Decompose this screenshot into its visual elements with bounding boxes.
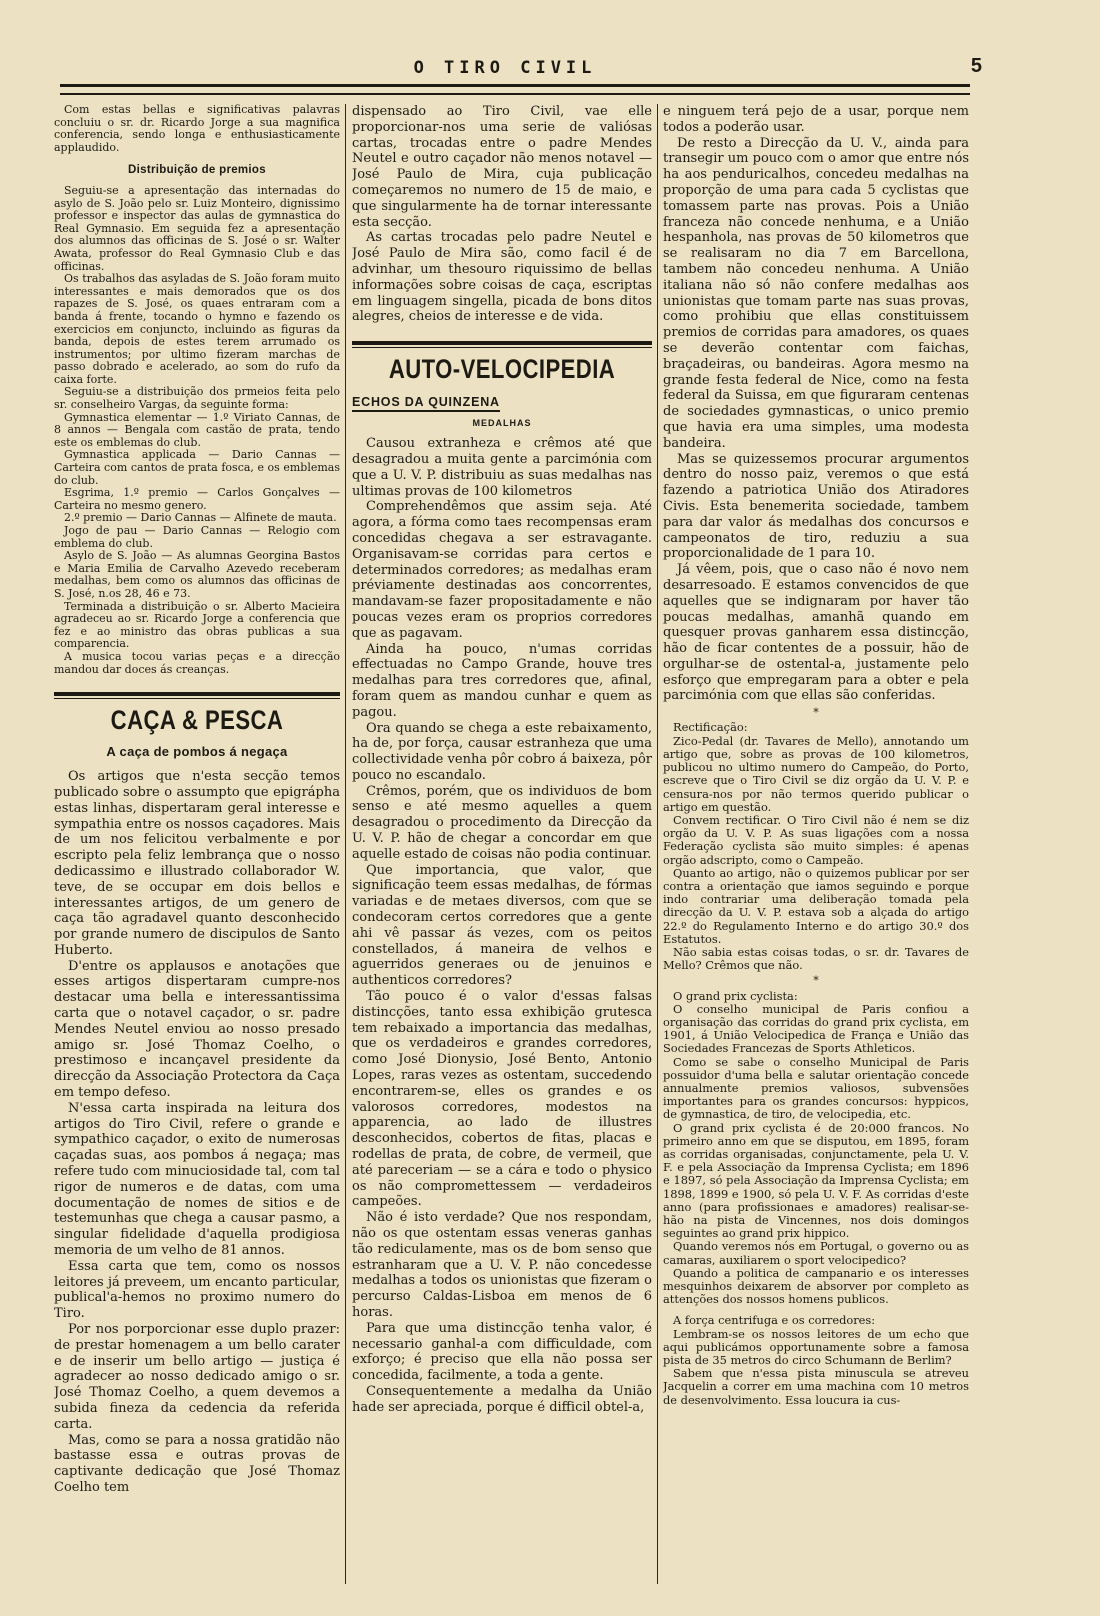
paragraph: O conselho municipal de Paris confiou a organisação das corridas do grand prix cyclista, em 1901, á União Velocipedica de França e União das Sociedades Francezas de Sports Athleticos. xyxy=(663,1001,969,1056)
header-rule xyxy=(60,84,970,95)
paragraph: Rectificação: xyxy=(673,720,748,735)
paragraph: Quanto ao artigo, não o quizemos publicar por ser contra a orientação que iamos seguindo e porque indo contrariar uma deliberação tomada pela direcção da U. V. P. estava sob a alçada do artigo 22.º do Regulamento Interno e do artigo 30.º dos Estatutos. xyxy=(663,865,969,946)
article-label: MEDALHAS xyxy=(472,418,532,429)
page-header xyxy=(40,52,982,78)
paragraph: Essa carta que tem, como os nossos leitores já preveem, um encanto particular, publical'a-hemos no proximo numero do Tiro. xyxy=(54,1258,340,1322)
section-rule xyxy=(352,341,652,348)
paragraph: Os trabalhos das asyladas de S. João foram muito interessantes e mais demorados que os dos rapazes de S. José, os quaes entraram com a banda á frente, tocando o hymno e fazendo os exercicios em conjuncto, incluindo as figuras da banda, depois de estes terem arrumado os instrumentos; por ultimo fizeram marchas de passo dobrado e acelerado, ao som do rufo da caixa forte. xyxy=(54,272,340,386)
paragraph: Seguiu-se a apresentação das internadas do asylo de S. João pelo sr. Luiz Monteiro, dignissimo professor e inspector das aulas de gymnastica do Real Gymnasio. Em seguida fez a apresentação dos alumnos das officinas de S. José o sr. Walter Awata, professor do Real Gymnasio Club e das officinas. xyxy=(54,183,340,273)
paragraph: D'entre os applausos e anotações que esses artigos dispertaram cumpre-nos destacar uma bella e interessantissima carta que o notavel caçador, o sr. padre Mendes Neutel enviou ao nosso presado amigo sr. José Thomaz Coelho, o prestimoso e incançavel presidente da direcção da Associação Protectora da Caça em tempo defeso. xyxy=(54,958,340,1101)
paragraph: Para que uma distincção tenha valor, é necessario ganhal-a com difficuldade, com exforço; é preciso que ella não possa ser concedida, facilmente, a toda a gente. xyxy=(352,1320,652,1384)
paragraph: Causou extranheza e crêmos até que desagradou a muita gente a parcimónia com que a U. V. P. distribuiu as suas medalhas nas ultimas provas de 100 kilometros xyxy=(352,436,652,499)
column-divider xyxy=(345,104,346,1584)
paragraph: Consequentemente a medalha da União hade ser apreciada, porque é difficil obtel-a, xyxy=(352,1383,652,1415)
paragraph: Esgrima, 1.º premio — Carlos Gonçalves — Carteira no mesmo genero. xyxy=(54,486,340,512)
paragraph: Quando veremos nós em Portugal, o governo ou as camaras, auxiliarem o sport velocipedico? xyxy=(663,1239,969,1267)
paragraph: Jogo de pau — Dario Cannas — Relogio com emblema do club. xyxy=(54,524,340,550)
paragraph: Os artigos que n'esta secção temos publicado sobre o assumpto que epigrápha estas linhas, dispertaram geral interesse e sympathia entre os nossos caçadores. Mais de um nos felicitou verbalmente e por escripto pela feliz lembrança que o nosso dedicassimo e illustrado collaborador W. teve, de se occupar em dois bellos e interessantes artigos, de um genero de caça tão agradavel quanto desconhecido por grande numero de discipulos de Santo Huberto. xyxy=(54,769,340,958)
paragraph: Ainda ha pouco, n'umas corridas effectuadas no Campo Grande, houve tres medalhas para tres corredores que, afinal, foram quem as mandou cunhar e quem as pagou. xyxy=(352,641,652,720)
paragraph: Terminada a distribuição o sr. Alberto Macieira agradeceu ao sr. Ricardo Jorge a conferencia que fez e ao ministro das obras publicas a sua comparencia. xyxy=(54,599,340,651)
column-1 xyxy=(54,104,340,1496)
paragraph: Por nos porporcionar esse duplo prazer: de prestar homenagem a um bello carater e de inserir um bello artigo — justiça é agradecer ao nosso dedicado amigo o sr. José Thomaz Coelho, a quem devemos a subida fineza da cedencia da referida carta. xyxy=(54,1322,340,1432)
paragraph: O grand prix cyclista é de 20:000 francos. No primeiro anno em que se disputou, em 1895, foram as corridas organisadas, conjunctamente, pela U. V. F. e pela Associação da Imprensa Cyclista; em 1896 e 1897, só pela Associação da Imprensa Cyclista; em 1898, 1899 e 1900, só pela U. V. F. As corridas d'este anno (para profissionaes e amadores) realisar-se-hão na pista de Vincennes, nos dois domingos seguintes ao grand prix hippico. xyxy=(663,1120,969,1241)
paragraph: Seguiu-se a distribuição dos prmeios feita pelo sr. conselheiro Vargas, da seguinte forma: xyxy=(54,385,340,412)
paragraph: Gymnastica elementar — 1.º Viriato Cannas, de 8 annos — Bengala com castão de prata, tendo este os emblemas do club. xyxy=(54,410,340,449)
paragraph: Com estas bellas e significativas palavras concluiu o sr. dr. Ricardo Jorge a sua magnifica conferencia, sendo longa e enthusiasticamente applaudido. xyxy=(54,104,340,154)
paragraph: As cartas trocadas pelo padre Neutel e José Paulo de Mira são, como facil é de advinhar, um thesouro riquissimo de bellas informações sobre coisas de caça, escriptas em linguagem singella, picada de bons ditos alegres, cheios de interesse e de vida. xyxy=(352,230,652,325)
paragraph: Gymnastica applicada — Dario Cannas — Carteira com cantos de prata fosca, e os emblemas do club. xyxy=(54,448,340,487)
paragraph: A musica tocou varias peças e a direcção mandou dar doces ás creanças. xyxy=(54,649,340,676)
paragraph: Lembram-se os nossos leitores de um echo que aqui publicámos opportunamente sobre a famosa pista de 35 metros do circo Schumann de Berlim? xyxy=(663,1326,969,1368)
paragraph: Quando a politica de campanario e os interesses mesquinhos deixarem de absorver por completo as attenções dos nossos homens publicos. xyxy=(663,1265,969,1307)
paragraph: Convem rectificar. O Tiro Civil não é nem se diz orgão da U. V. P. As suas ligações com a nossa Federação cyclista são muito simples: é apenas orgão adscripto, como o Campeão. xyxy=(663,812,969,867)
paragraph: Como se sabe o conselho Municipal de Paris possuidor d'uma bella e salutar orientação concede annualmente premios valiosos, subvensões importantes para os grandes concursos: hyppicos, de gymnastica, de tiro, de velocipedia, etc. xyxy=(663,1054,969,1122)
paragraph: De resto a Direcção da U. V., ainda para transegir um pouco com o amor que entre nós ha aos penduricalhos, concedeu medalhas na proporção de uma para cada 5 cyclistas que tomassem parte nas provas. Pois a União franceza não concede nenhuma, e a União hespanhola, nas provas de 50 kilometros que se realisaram no dia 7 em Barcellona, tambem não concedeu nenhuma. A União italiana não só não confere medalhas aos unionistas que tomam parte nas suas provas, como prohibiu que ellas constituissem premios de corridas para amadores, os quaes se deverão contentar com faichas, braçadeiras, ou bandeiras. Agora mesmo na grande festa federal de Nice, como na festa federal da Suissa, em que figuraram centenas de sociedades gymnasticas, o unico premio que havia era uma simples, uma modesta bandeira. xyxy=(663,135,969,451)
column-3 xyxy=(663,104,969,1407)
paragraph: Não sabia estas coisas todas, o sr. dr. Tavares de Mello? Crêmos que não. xyxy=(663,944,969,973)
paragraph: Zico-Pedal (dr. Tavares de Mello), annotando um artigo que, sobre as provas de 100 kilometros, publicou no ultimo numero do Campeão, do Porto, escreve que o Tiro Civil se diz orgão da U. V. P. e censura-nos por não termos querido publicar o artigo em questão. xyxy=(663,733,969,814)
paragraph: Comprehendêmos que assim seja. Até agora, a fórma como taes recompensas eram concedidas chegava a ser estravagante. Organisavam-se corridas para certos e determinados corredores; as medalhas eram préviamente destinadas aos concorrentes, mandavam-se fazer propositadamente e não poucas vezes eram os proprios corredores que as pagavam. xyxy=(352,499,652,641)
separator-star: * xyxy=(813,974,819,988)
subheading: A caça de pombos á negaça xyxy=(106,744,288,760)
section-title: CAÇA & PESCA xyxy=(110,705,284,736)
paragraph: Tão pouco é o valor d'essas falsas distincções, tanto essa exhibição grutesca tem rebaixado a importancia das medalhas, que os verdadeiros e grandes corredores, como José Dionysio, José Bento, Antonio Lopes, raras vezes as ostentam, succedendo encontrarem-se, elles os grandes e os valorosos corredores, modestos na apparencia, ao lado de illustres desconhecidos, cobertos de fitas, placas e rodellas de prata, de cobre, de vermeil, que até pareceriam — se a cára e todo o physico os não compromettessem — verdadeiros campeões. xyxy=(352,989,652,1210)
paragraph: N'essa carta inspirada na leitura dos artigos do Tiro Civil, refere o grande e sympathico caçador, o exito de numerosas caçadas suas, aos pombos á negaça; mas refere tudo com minuciosidade tal, com tal rigor de numeros e de datas, com uma documentação de nomes de sitios e de testemunhas que chega a causar pasmo, a singular fidelidade d'aquella prodigiosa memoria de um velho de 81 annos. xyxy=(54,1100,340,1259)
paragraph: Já vêem, pois, que o caso não é novo nem desarresoado. E estamos convencidos de que aquelles que se indignaram por haver tão poucas medalhas, amanhã quando em quesquer provas ganharem essa distincção, hão de ficar contentes de a possuir, hão de orgulhar-se de ostental-a, justamente pelo esforço que empregaram para a obter e pela parcimónia com que ellas são conferidas. xyxy=(663,562,969,704)
paragraph: Crêmos, porém, que os individuos de bom senso e até mesmo aquelles a quem desagradou o procedimento da Direcção da U. V. P. hão de chegar a concordar em que aquelle estado de coisas não podia continuar. xyxy=(352,783,652,862)
subsection-title: ECHOS DA QUINZENA xyxy=(352,395,500,412)
newspaper-title: O TIRO CIVIL xyxy=(413,58,597,78)
paragraph: e ninguem terá pejo de a usar, porque nem todos a poderão usar. xyxy=(663,104,969,135)
paragraph: Mas se quizessemos procurar argumentos dentro do nosso paiz, veremos o que está fazendo a patriotica União dos Atiradores Civis. Esta benemerita sociedade, tambem para dar valor ás medalhas dos concursos e campeonatos de tiro, reduziu a sua proporcionalidade de 1 para 10. xyxy=(663,451,969,562)
paragraph: Que importancia, que valor, que significação teem essas medalhas, de fórmas variadas e de metaes diversos, com que se condecoram certos corredores que a gente ahi vê passar ás vezes, com os peitos constellados, á maneira de velhos e aguerridos generaes ou de jenuinos e authenticos corredores? xyxy=(352,862,652,989)
paragraph: A força centrifuga e os corredores: xyxy=(673,1313,876,1328)
page-number: 5 xyxy=(970,55,982,77)
paragraph: Sabem que n'essa pista minuscula se atreveu Jacquelin a correr em uma machina com 10 metros de desenvolvimento. Essa loucura ia cus- xyxy=(663,1366,969,1407)
paragraph: O grand prix cyclista: xyxy=(673,988,798,1003)
paragraph: 2.º premio — Dario Cannas — Alfinete de mauta. xyxy=(64,511,337,525)
subheading: Distribuição de premios xyxy=(128,164,266,177)
section-title: AUTO-VELOCIPEDIA xyxy=(388,354,616,385)
paragraph: Não é isto verdade? Que nos respondam, não os que ostentam essas veneras ganhas tão rediculamente, mas os de bom senso que estranharam que a U. V. P. não concedesse medalhas a todos os unionistas que fizeram o percurso Caldas-Lisboa em menos de 6 horas. xyxy=(352,1210,652,1320)
separator-star: * xyxy=(813,706,819,720)
section-rule xyxy=(54,692,340,699)
column-2 xyxy=(352,104,652,1416)
paragraph: dispensado ao Tiro Civil, vae elle proporcionar-nos uma serie de valiósas cartas, trocadas entre o padre Mendes Neutel e outro caçador não menos notavel — José Paulo de Mira, cuja publicação começaremos no numero de 15 de maio, e que singularmente ha de tornar interessante esta secção. xyxy=(352,104,652,230)
paragraph: Asylo de S. João — As alumnas Georgina Bastos e Maria Emilia de Carvalho Azevedo receberam medalhas, bem como os alumnos das officinas de S. José, n.os 28, 46 e 73. xyxy=(54,549,340,600)
paragraph: Ora quando se chega a este rebaixamento, ha de, por força, causar estranheza que uma collectividade venha pôr cobro á baixeza, pôr pouco no escandalo. xyxy=(352,720,652,783)
column-divider xyxy=(657,104,658,1584)
paragraph: Mas, como se para a nossa gratidão não bastasse essa e outras provas de captivante dedicação que José Thomaz Coelho tem xyxy=(54,1432,340,1495)
